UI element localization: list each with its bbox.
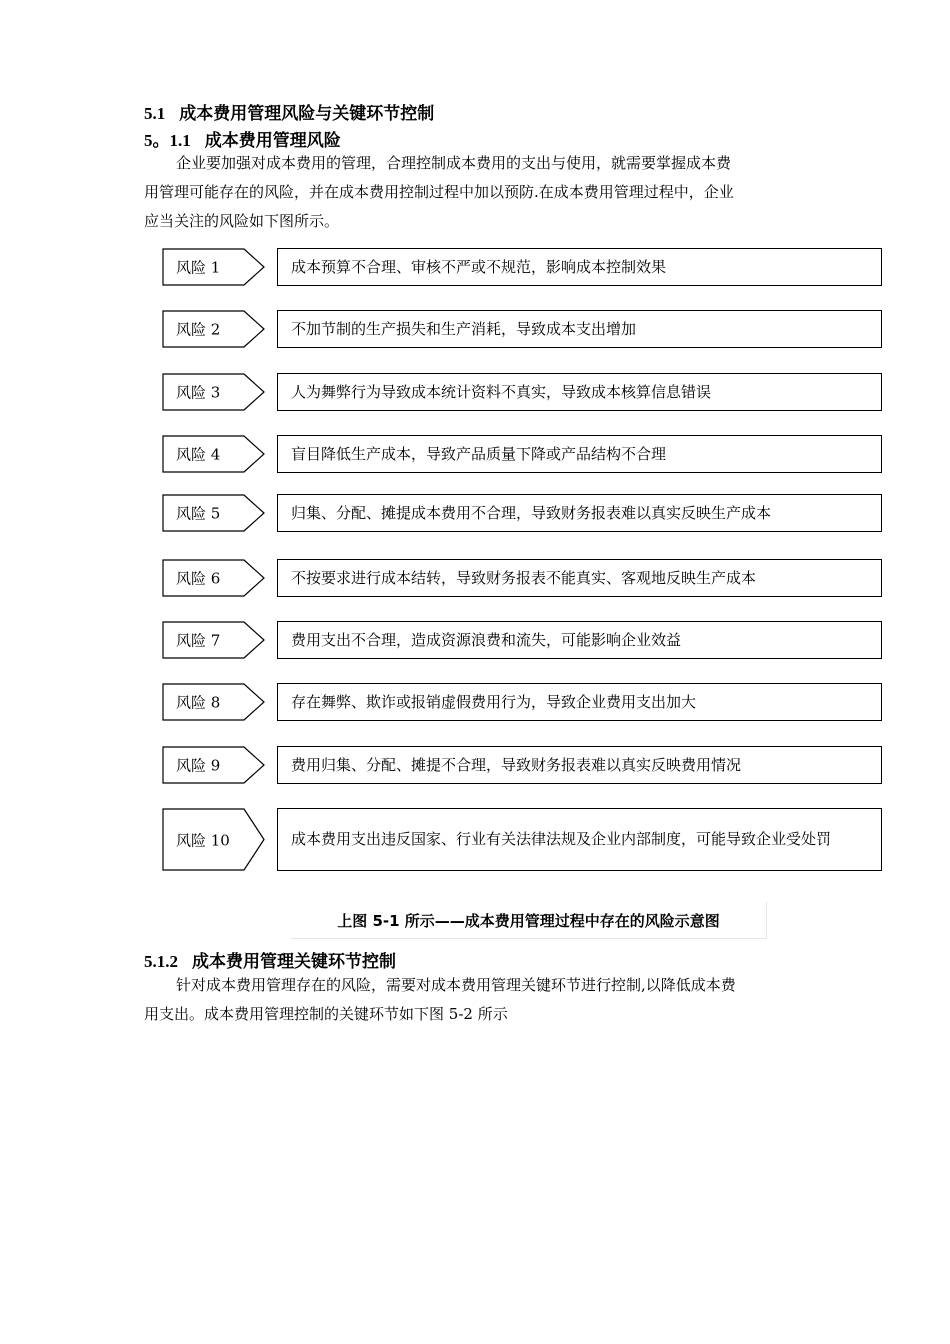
risk-tag <box>162 494 266 532</box>
risk-label: 风险 10 <box>176 831 230 849</box>
outro-paragraph <box>144 971 809 1029</box>
section-title: 成本费用管理风险 <box>204 131 341 151</box>
risk-description: 不加节制的生产损失和生产消耗，导致成本支出增加 <box>277 310 882 348</box>
risk-row <box>162 494 882 532</box>
risk-tag <box>162 373 266 411</box>
risk-row <box>162 248 882 286</box>
risk-label: 风险 7 <box>176 631 221 650</box>
risk-description: 归集、分配、摊提成本费用不合理，导致财务报表难以真实反映生产成本 <box>277 494 882 532</box>
risk-row <box>162 621 882 659</box>
paragraph-line: 针对成本费用管理存在的风险，需要对成本费用管理关键环节进行控制,以降低成本费 <box>176 976 736 994</box>
risk-row <box>162 559 882 597</box>
figure-caption: 上图 5-1 所示——成本费用管理过程中存在的风险示意图 <box>291 902 767 939</box>
paragraph-line: 企业要加强对成本费用的管理，合理控制成本费用的支出与使用，就需要掌握成本费 <box>176 154 732 172</box>
risk-tag <box>162 746 266 784</box>
risk-label: 风险 1 <box>176 258 221 277</box>
section-number: 5。1.1 <box>144 131 191 150</box>
risk-description: 盲目降低生产成本，导致产品质量下降或产品结构不合理 <box>277 435 882 473</box>
risk-description: 成本预算不合理、审核不严或不规范，影响成本控制效果 <box>277 248 882 286</box>
risk-row <box>162 683 882 721</box>
risk-label: 风险 8 <box>176 693 221 712</box>
section-title: 成本费用管理风险与关键环节控制 <box>179 104 435 124</box>
risk-tag <box>162 435 266 473</box>
risk-tag <box>162 559 266 597</box>
intro-paragraph <box>144 149 809 236</box>
risk-label: 风险 2 <box>176 320 221 339</box>
paragraph-line: 应当关注的风险如下图所示。 <box>144 212 340 230</box>
risk-row <box>162 435 882 473</box>
section-heading-5-1-1 <box>144 126 341 151</box>
paragraph-line: 用支出。成本费用管理控制的关键环节如下图 5-2 所示 <box>144 1005 508 1023</box>
risk-label: 风险 4 <box>176 445 221 464</box>
risk-description: 成本费用支出违反国家、行业有关法律法规及企业内部制度，可能导致企业受处罚 <box>277 808 882 871</box>
risk-label: 风险 9 <box>176 756 221 775</box>
risk-label: 风险 6 <box>176 569 221 588</box>
paragraph-line: 用管理可能存在的风险，并在成本费用控制过程中加以预防.在成本费用管理过程中，企业 <box>144 183 734 201</box>
risk-tag <box>162 808 266 871</box>
risk-row <box>162 746 882 784</box>
risk-description: 人为舞弊行为导致成本统计资料不真实，导致成本核算信息错误 <box>277 373 882 411</box>
risk-description: 费用支出不合理，造成资源浪费和流失，可能影响企业效益 <box>277 621 882 659</box>
risk-tag <box>162 310 266 348</box>
risk-row <box>162 808 882 871</box>
risk-description: 存在舞弊、欺诈或报销虚假费用行为，导致企业费用支出加大 <box>277 683 882 721</box>
risk-tag <box>162 683 266 721</box>
risk-tag <box>162 621 266 659</box>
risk-label: 风险 3 <box>176 383 221 402</box>
section-number: 5.1.2 <box>144 952 178 971</box>
risk-description: 费用归集、分配、摊提不合理，导致财务报表难以真实反映费用情况 <box>277 746 882 784</box>
risk-tag <box>162 248 266 286</box>
section-heading-5-1 <box>144 99 434 124</box>
section-title: 成本费用管理关键环节控制 <box>192 952 396 972</box>
section-heading-5-1-2 <box>144 947 396 972</box>
risk-row <box>162 310 882 348</box>
risk-description: 不按要求进行成本结转，导致财务报表不能真实、客观地反映生产成本 <box>277 559 882 597</box>
risk-label: 风险 5 <box>176 504 221 523</box>
risk-row <box>162 373 882 411</box>
section-number: 5.1 <box>144 104 166 123</box>
